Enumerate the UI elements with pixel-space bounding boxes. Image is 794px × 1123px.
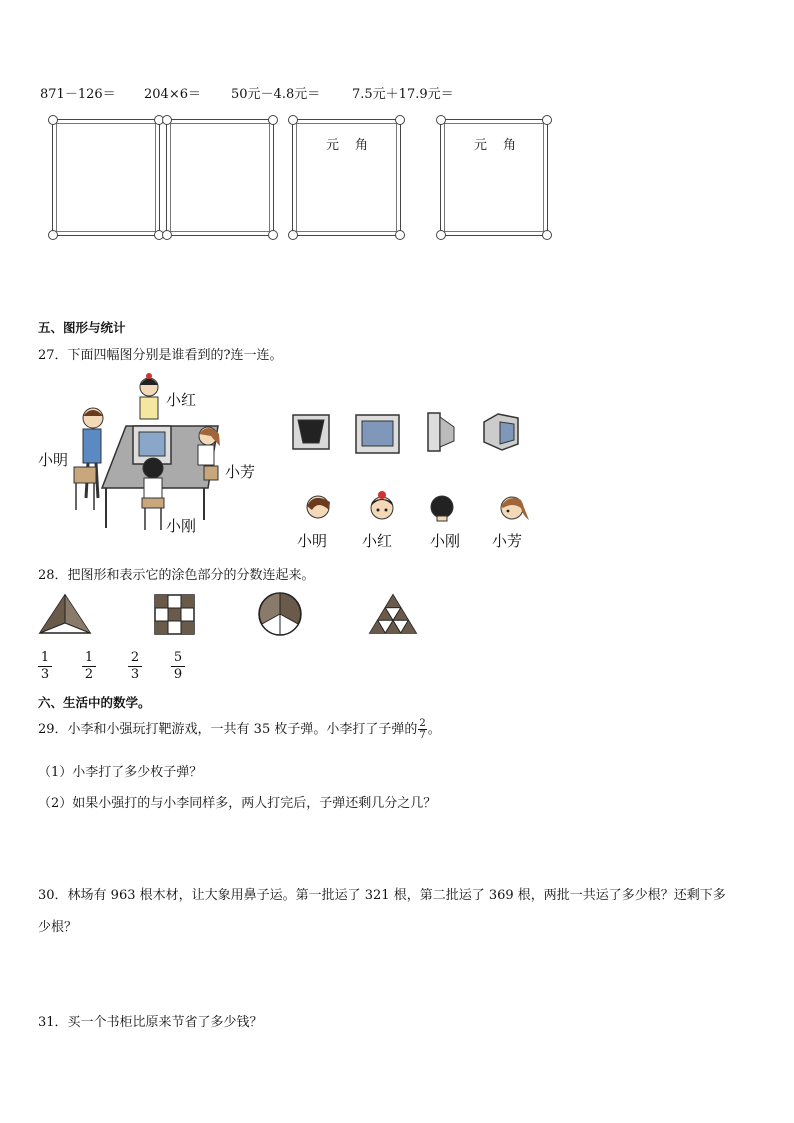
calc-expression-2: 204×6＝ xyxy=(144,87,201,102)
question-28-text: 28．把图形和表示它的涂色部分的分数连起来。 xyxy=(38,568,315,583)
inline-fraction: $\frac{2}{7}$ xyxy=(419,718,426,741)
calc-expression-3: 50元－4.8元＝ xyxy=(231,87,321,102)
monitor-view-angle xyxy=(482,410,522,454)
shape-shaded-triangle-grid xyxy=(368,593,418,635)
question-29-sub-2: （2）如果小强打的与小李同样多，两人打完后，子弹还剩几分之几？ xyxy=(38,796,437,811)
fraction-3: $\frac{2}{3}$ xyxy=(128,650,142,683)
scene-label-xiaohong: 小红 xyxy=(166,391,197,409)
question-27-text: 27．下面四幅图分别是谁看到的?连一连。 xyxy=(38,348,283,363)
answer-box-4[interactable] xyxy=(440,119,548,236)
shape-shaded-circle xyxy=(257,591,303,637)
question-29-sub-1: （1）小李打了多少枚子弹？ xyxy=(38,765,203,780)
head-icon-xiaohong xyxy=(368,490,396,526)
section-6-title: 六、生活中的数学。 xyxy=(38,695,151,710)
question-30-line-2: 少根？ xyxy=(38,920,78,935)
fraction-4: $\frac{5}{9}$ xyxy=(171,650,185,683)
monitor-view-front-dark xyxy=(292,413,332,453)
monitor-view-front-screen xyxy=(355,413,401,457)
section-5-title: 五、图形与统计 xyxy=(38,320,126,335)
calc-expression-1: 871－126＝ xyxy=(40,87,116,102)
head-icon-xiaofang xyxy=(497,490,531,528)
shape-checker-square xyxy=(154,594,196,636)
fraction-2: $\frac{1}{2}$ xyxy=(82,650,96,683)
scene-label-xiaoming: 小明 xyxy=(38,451,69,469)
answer-box-3[interactable] xyxy=(292,119,401,236)
classroom-scene-illustration xyxy=(36,370,266,538)
answer-box-2[interactable] xyxy=(166,119,274,236)
question-31-text: 31．买一个书柜比原来节省了多少钱？ xyxy=(38,1015,263,1030)
monitor-view-side xyxy=(427,411,457,455)
head-icon-xiaoming xyxy=(304,490,332,526)
fraction-1: $\frac{1}{3}$ xyxy=(38,650,52,683)
head-label-4: 小芳 xyxy=(492,532,523,550)
answer-box-1[interactable] xyxy=(52,119,160,236)
head-icon-xiaogang xyxy=(428,490,456,526)
unit-yuan: 元 xyxy=(326,138,340,153)
calc-expression-4: 7.5元＋17.9元＝ xyxy=(352,87,454,102)
question-29-text: 29．小李和小强玩打靶游戏，一共有 35 枚子弹。小李打了子弹的 $\frac{2}{7}$。 xyxy=(38,718,441,741)
scene-label-xiaogang: 小刚 xyxy=(166,517,197,535)
scene-label-xiaofang: 小芳 xyxy=(225,463,256,481)
unit-yuan: 元 xyxy=(474,138,488,153)
question-30-line-1: 30．林场有 963 根木材，让大象用鼻子运。第一批运了 321 根，第二批运了 369 根，两批一共运了多少根？还剩下多 xyxy=(38,888,726,903)
head-label-1: 小明 xyxy=(297,532,328,550)
unit-jiao: 角 xyxy=(503,138,517,153)
head-label-3: 小刚 xyxy=(430,532,461,550)
unit-jiao: 角 xyxy=(355,138,369,153)
head-label-2: 小红 xyxy=(362,532,393,550)
shape-shaded-triangle xyxy=(38,593,92,635)
